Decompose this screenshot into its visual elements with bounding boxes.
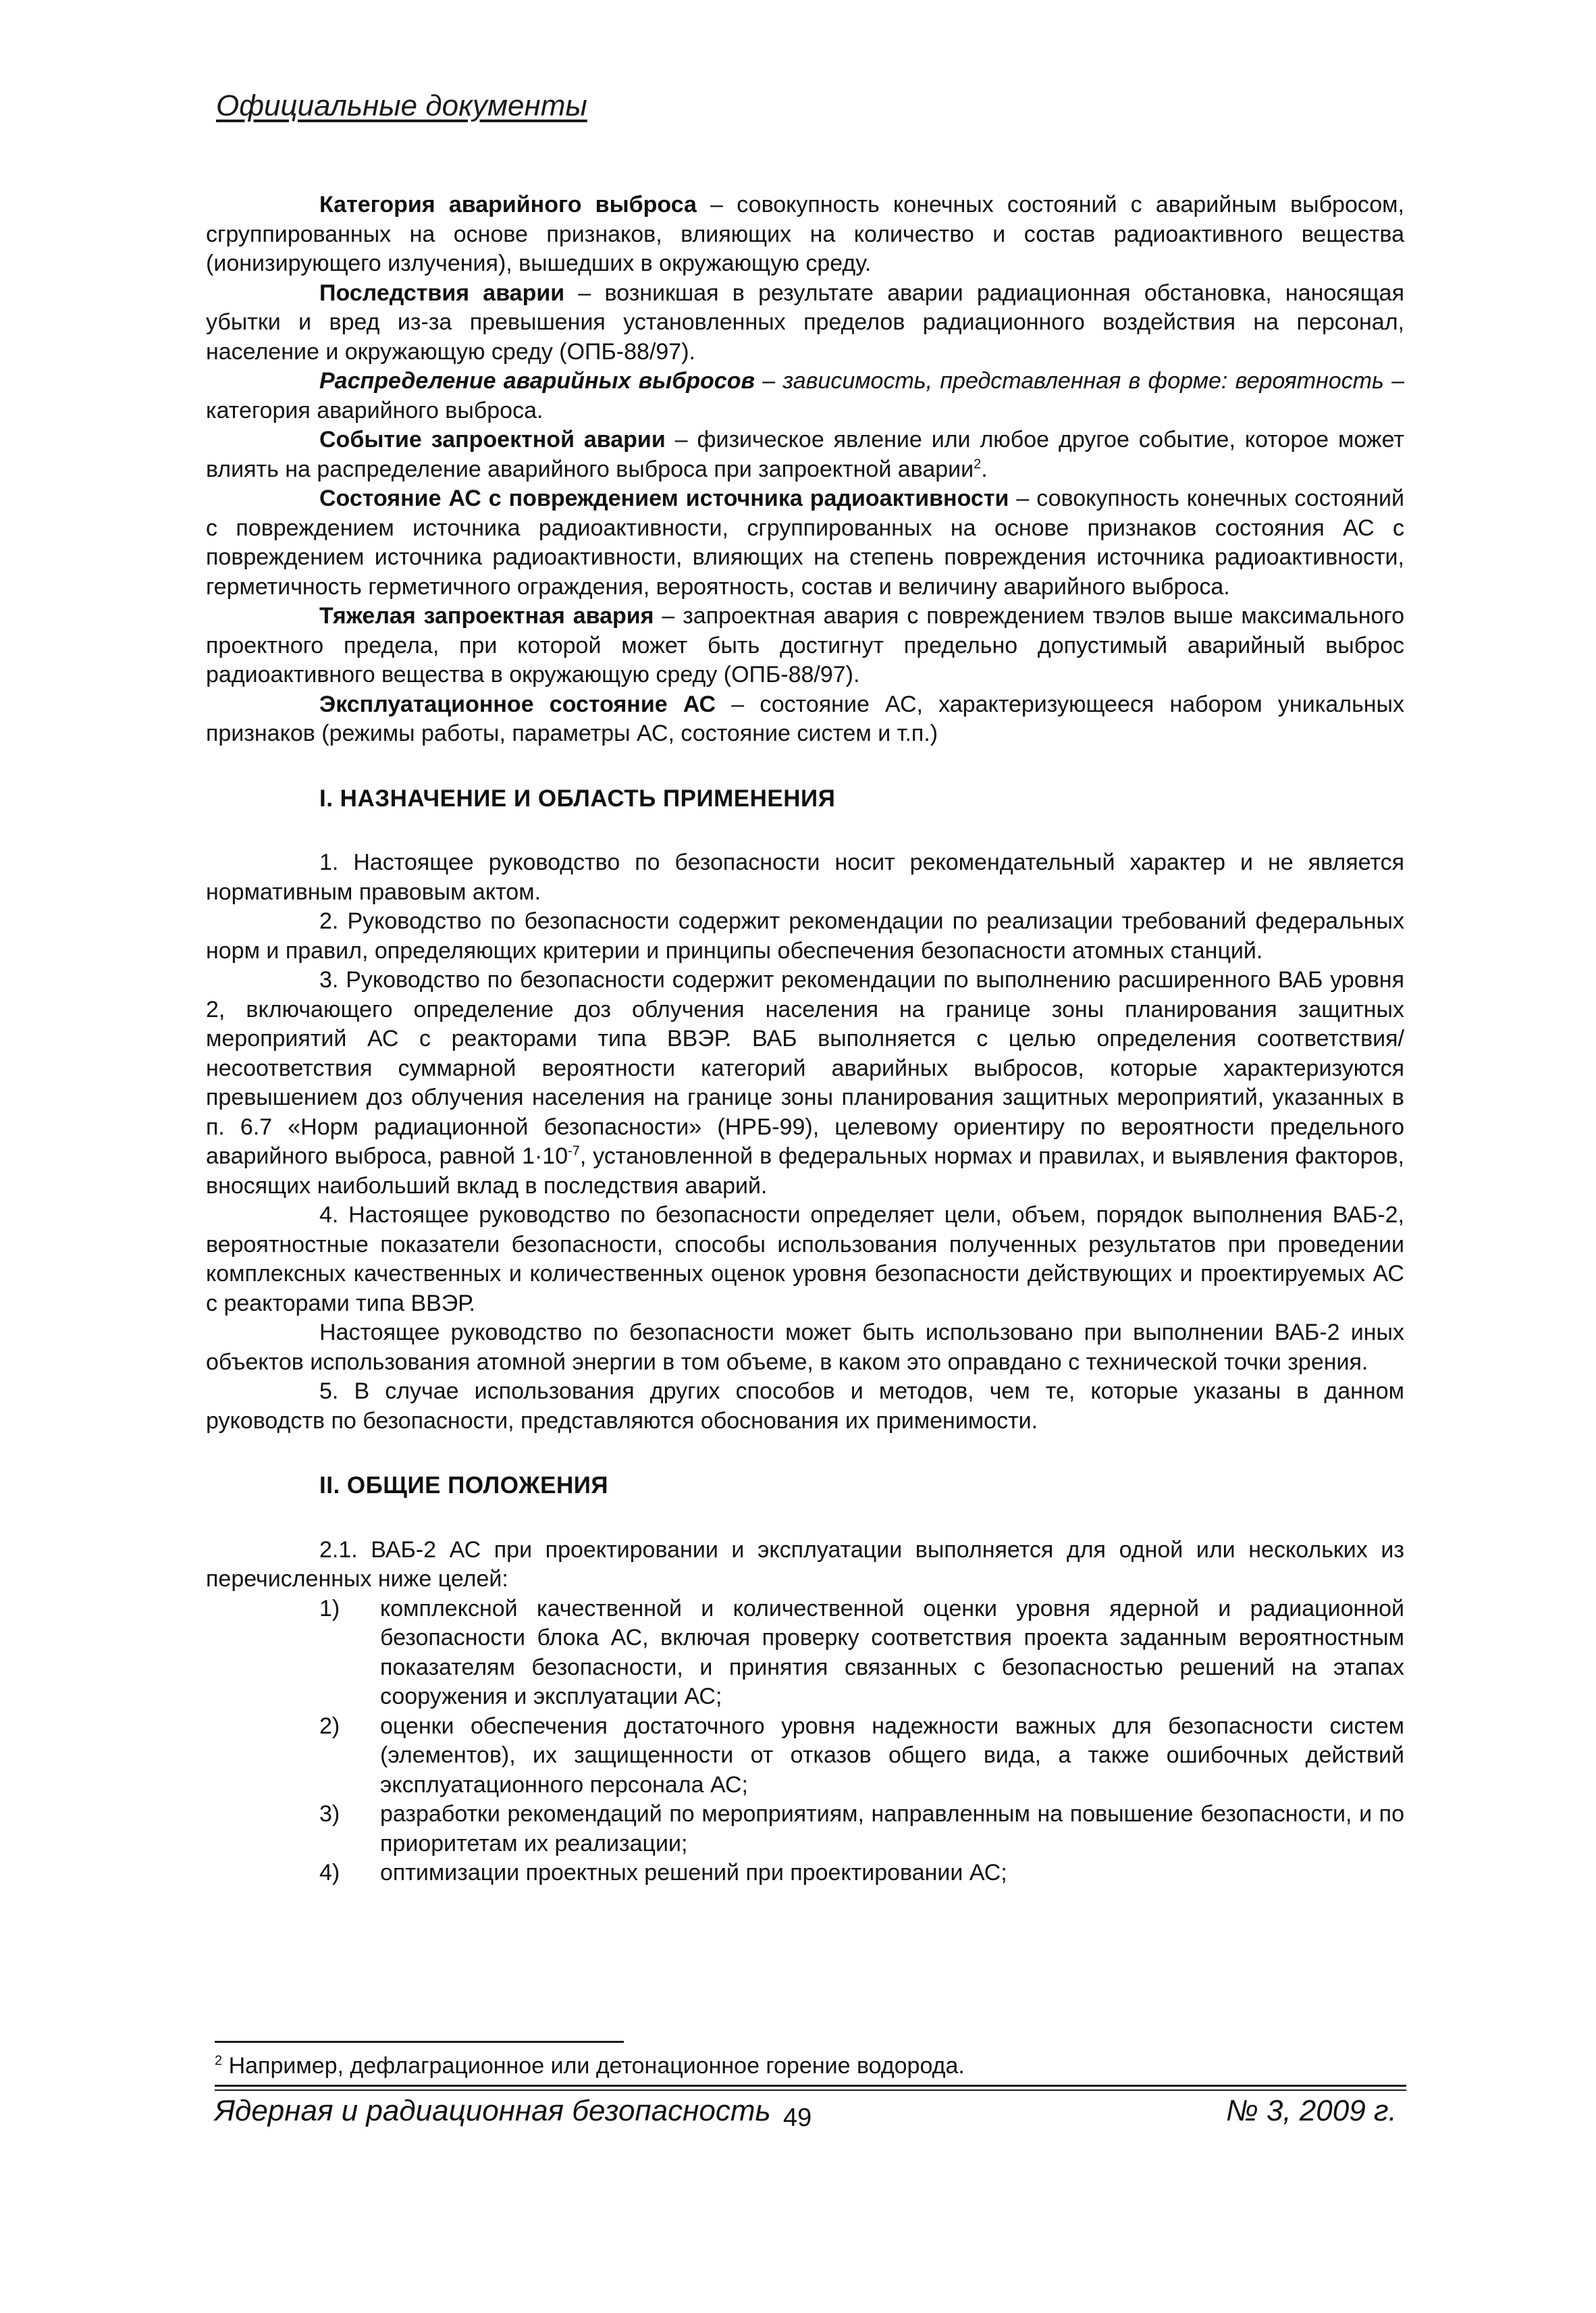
footer-divider: [215, 2085, 1406, 2087]
paragraph: 1. Настоящее руководство по безопасности носит рекомендательный характер и не является нормативным правовым актом.: [206, 850, 1404, 905]
paragraph: 4. Настоящее руководство по безопасности определяет цели, объем, порядок выполнения ВАБ-2, вероятностные показатели безопасности, способы использования полученных результатов при проведении комплексных качественных и количественных оценок уровня безопасности действующих и проектируемых АС с реакторами типа ВВЭР.: [206, 1202, 1404, 1316]
definition-term: Категория аварийного выброса: [319, 192, 697, 217]
definition-term: Эксплуатационное состояние АС: [319, 691, 716, 717]
footer-divider: [215, 2089, 1406, 2091]
definition-paragraph: Состояние АС с повреждением источника радиоактивности – совокупность конечных состояний с повреждением источника радиоактивности, сгруппированных на основе признаков состояния АС с повреждением источника радиоактивности, влияющих на степень повреждения источника радиоактивности, герметичность герметичного ограждения, вероятность, состав и величину аварийного выброса.: [206, 486, 1404, 600]
definition-paragraph: Категория аварийного выброса – совокупность конечных состояний с аварийным выбросом, сгруппированных на основе признаков, влияющих на количество и состав радиоактивного вещества (ионизирующего излучения), вышедших в окружающую среду.: [206, 192, 1404, 276]
definition-term: Состояние АС с повреждением источника радиоактивности: [319, 486, 1009, 511]
running-header: Официальные документы: [216, 89, 587, 122]
definition-term: Распределение аварийных выбросов: [319, 368, 755, 394]
list-item: 2) оценки обеспечения достаточного уровня надежности важных для безопасности систем (элементов), их защищенности от отказов общего вида, а также ошибочных действий эксплуатационного персонала АС;: [319, 1713, 1404, 1798]
paragraph: Настоящее руководство по безопасности может быть использовано при выполнении ВАБ-2 иных объектов использования атомной энергии в том объеме, в каком это оправдано с технической точки зрения.: [206, 1320, 1404, 1375]
paragraph: 3. Руководство по безопасности содержит рекомендации по выполнению расширенного ВАБ уровня 2, включающего определение доз облучения населения на границе зоны планирования защитных мероприятий АС с реакторами типа ВВЭР. ВАБ выполняется с целью определения соответствия/несоответствия суммарной вероятности категорий аварийных выбросов, которые характеризуются превышением доз облучения населения на границе зоны планирования защитных мероприятий, указанных в п. 6.7 «Норм радиационной безопасности» (НРБ-99), целевому ориентиру по вероятности предельного аварийного выброса, равной $1\cdot 10^{-7}$, установленной в федеральных нормах и правилах, и выявления факторов, вносящих наибольший вклад в последствия аварий.: [206, 967, 1404, 1199]
list-item: 4) оптимизации проектных решений при проектировании АС;: [319, 1860, 1007, 1886]
footnote-reference: 2: [974, 457, 982, 472]
paragraph: 5. В случае использования других способов и методов, чем те, которые указаны в данном руководств по безопасности, представляются обоснования их применимости.: [206, 1378, 1404, 1434]
list-item: 1) комплексной качественной и количественной оценки уровня ядерной и радиационной безопасности блока АС, включая проверку соответствия проекта заданным вероятностным показателям безопасности, и принятия связанных с безопасностью решений на этапах сооружения и эксплуатации АС;: [319, 1595, 1404, 1709]
definition-paragraph: Последствия аварии – возникшая в результате аварии радиационная обстановка, наносящая убытки и вред из-за превышения установленных пределов радиационного воздействия на персонал, население и окружающую среду (ОПБ-88/97).: [206, 280, 1404, 365]
footnote: $^2$ Например, дефлаграционное или детонационное горение водорода.: [215, 2053, 965, 2079]
definition-term: Тяжелая запроектная авария: [319, 603, 654, 629]
section-heading-1: I. НАЗНАЧЕНИЕ И ОБЛАСТЬ ПРИМЕНЕНИЯ: [319, 785, 836, 812]
definition-term: Последствия аварии: [319, 280, 565, 306]
footnote-mark: 2: [215, 2053, 223, 2069]
definition-paragraph: Распределение аварийных выбросов – зависимость, представленная в форме: вероятность – категория аварийного выброса.: [206, 368, 1404, 423]
journal-title: Ядерная и радиационная безопасность: [215, 2094, 771, 2127]
definition-paragraph: Тяжелая запроектная авария – запроектная авария с повреждением твэлов выше максимального проектного предела, при которой может быть достигнут предельно допустимый аварийный выброс радиоактивного вещества в окружающую среду (ОПБ-88/97).: [206, 603, 1404, 687]
section-heading-2: II. ОБЩИЕ ПОЛОЖЕНИЯ: [319, 1472, 609, 1499]
goals-list: [206, 1594, 1404, 1888]
footnote-divider: [215, 2041, 624, 2043]
paragraph: 2.1. ВАБ-2 АС при проектировании и эксплуатации выполняется для одной или нескольких из перечисленных ниже целей:: [206, 1536, 1404, 1592]
list-item: 3) разработки рекомендаций по мероприятиям, направленным на повышение безопасности, и по приоритетам их реализации;: [319, 1801, 1404, 1856]
issue-number: № 3, 2009 г.: [1226, 2094, 1397, 2127]
main-text: [206, 190, 1404, 1888]
definition-term: Событие запроектной аварии: [319, 427, 666, 452]
page-number: 49: [783, 2104, 812, 2132]
definition-paragraph: Событие запроектной аварии – физическое явление или любое другое событие, которое может влиять на распределение аварийного выброса при запроектной аварии$^2$.: [206, 427, 1404, 482]
paragraph: 2. Руководство по безопасности содержит рекомендации по реализации требований федеральных норм и правил, определяющих критерии и принципы обеспечения безопасности атомных станций.: [206, 908, 1404, 964]
definition-paragraph: Эксплуатационное состояние АС – состояние АС, характеризующееся набором уникальных признаков (режимы работы, параметры АС, состояние систем и т.п.): [206, 691, 1404, 746]
